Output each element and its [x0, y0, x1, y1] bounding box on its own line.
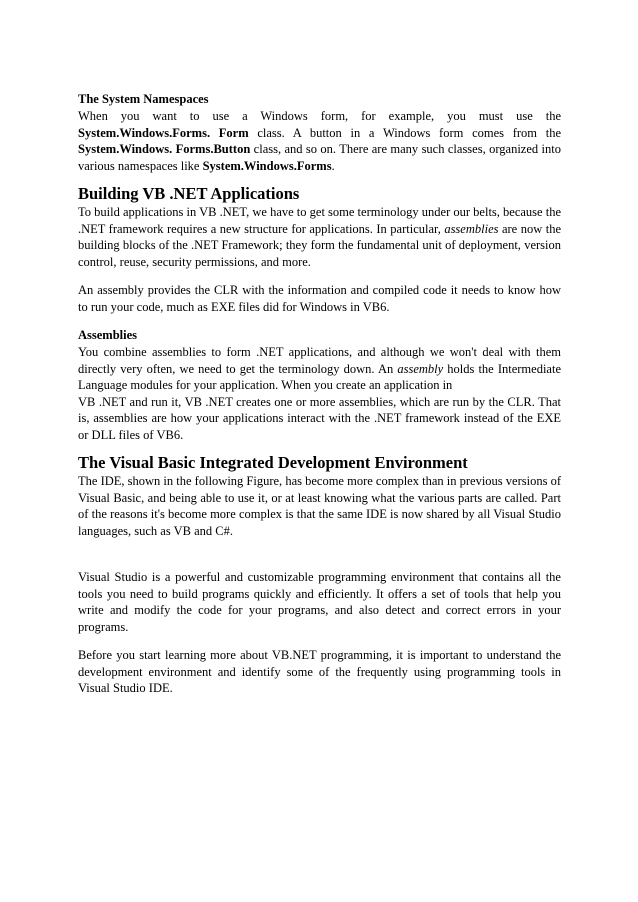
paragraph-assemblies-2: VB .NET and run it, VB .NET creates one or more assemblies, which are run by the CLR. That is, assemblies are how your applications interact with the .NET framework instead of the EXE or DLL files of VB6. [78, 394, 561, 442]
heading-visual-basic-ide: The Visual Basic Integrated Development Environment [78, 453, 468, 472]
paragraph-ide-1: The IDE, shown in the following Figure, has become more complex than in previous versions of Visual Basic, and being able to use it, or at least knowing what the various parts are called. Part of the reasons it's become more complex is that the same IDE is now shared by all Visual Studio languages, such as VB and C#. [78, 474, 561, 538]
paragraph-building-1 [78, 204, 561, 270]
text-run: class, and so on. There are many such classes, organized into various namespaces like [78, 142, 561, 173]
paragraph-building-2: An assembly provides the CLR with the information and compiled code it needs to know how to run your code, much as EXE files did for Windows in VB6. [78, 283, 561, 314]
text-run: To build applications in VB .NET, we have to get some terminology under our belts, because the .NET framework requires a new structure for applications. In particular, [78, 205, 561, 236]
bold-text: System.Windows. Forms.Button [78, 142, 251, 156]
text-run: class. A button in a Windows form comes from the [248, 125, 561, 140]
paragraph-ide-2: Visual Studio is a powerful and customizable programming environment that contains all the tools you need to build programs quickly and efficiently. It offers a set of tools that help you write and modify the code for your programs, and also detect and correct errors in your programs. [78, 570, 561, 634]
text-run: holds the Intermediate Language modules for your application. When you create an application in [78, 361, 561, 392]
bold-text: System.Windows.Forms [202, 158, 332, 173]
paragraph-ide-3: Before you start learning more about VB.NET programming, it is important to understand the development environment and identify some of the frequently using programming tools in Visual Studio IDE. [78, 648, 561, 695]
paragraph-system-namespaces [78, 108, 561, 174]
document-page [78, 91, 561, 697]
paragraph-assemblies-1 [78, 344, 561, 394]
text-run: When you want to use a Windows form, for example, you must use the [78, 109, 561, 123]
italic-text: assemblies [444, 221, 499, 236]
text-run: . [331, 158, 335, 173]
italic-text: assembly [397, 361, 444, 376]
text-run: You combine assemblies to form .NET applications, and although we won't deal with them directly very often, we need to get the terminology down. An [78, 345, 561, 376]
section-title-system-namespaces: The System Namespaces [78, 92, 209, 106]
bold-text: System.Windows.Forms. Form [78, 125, 249, 140]
section-title-assemblies: Assemblies [78, 328, 138, 342]
text-run: are now the building blocks of the .NET Framework; they form the fundamental unit of deployment, version control, reuse, security permissions, and more. [78, 221, 562, 269]
heading-building-applications: Building VB .NET Applications [78, 184, 300, 203]
